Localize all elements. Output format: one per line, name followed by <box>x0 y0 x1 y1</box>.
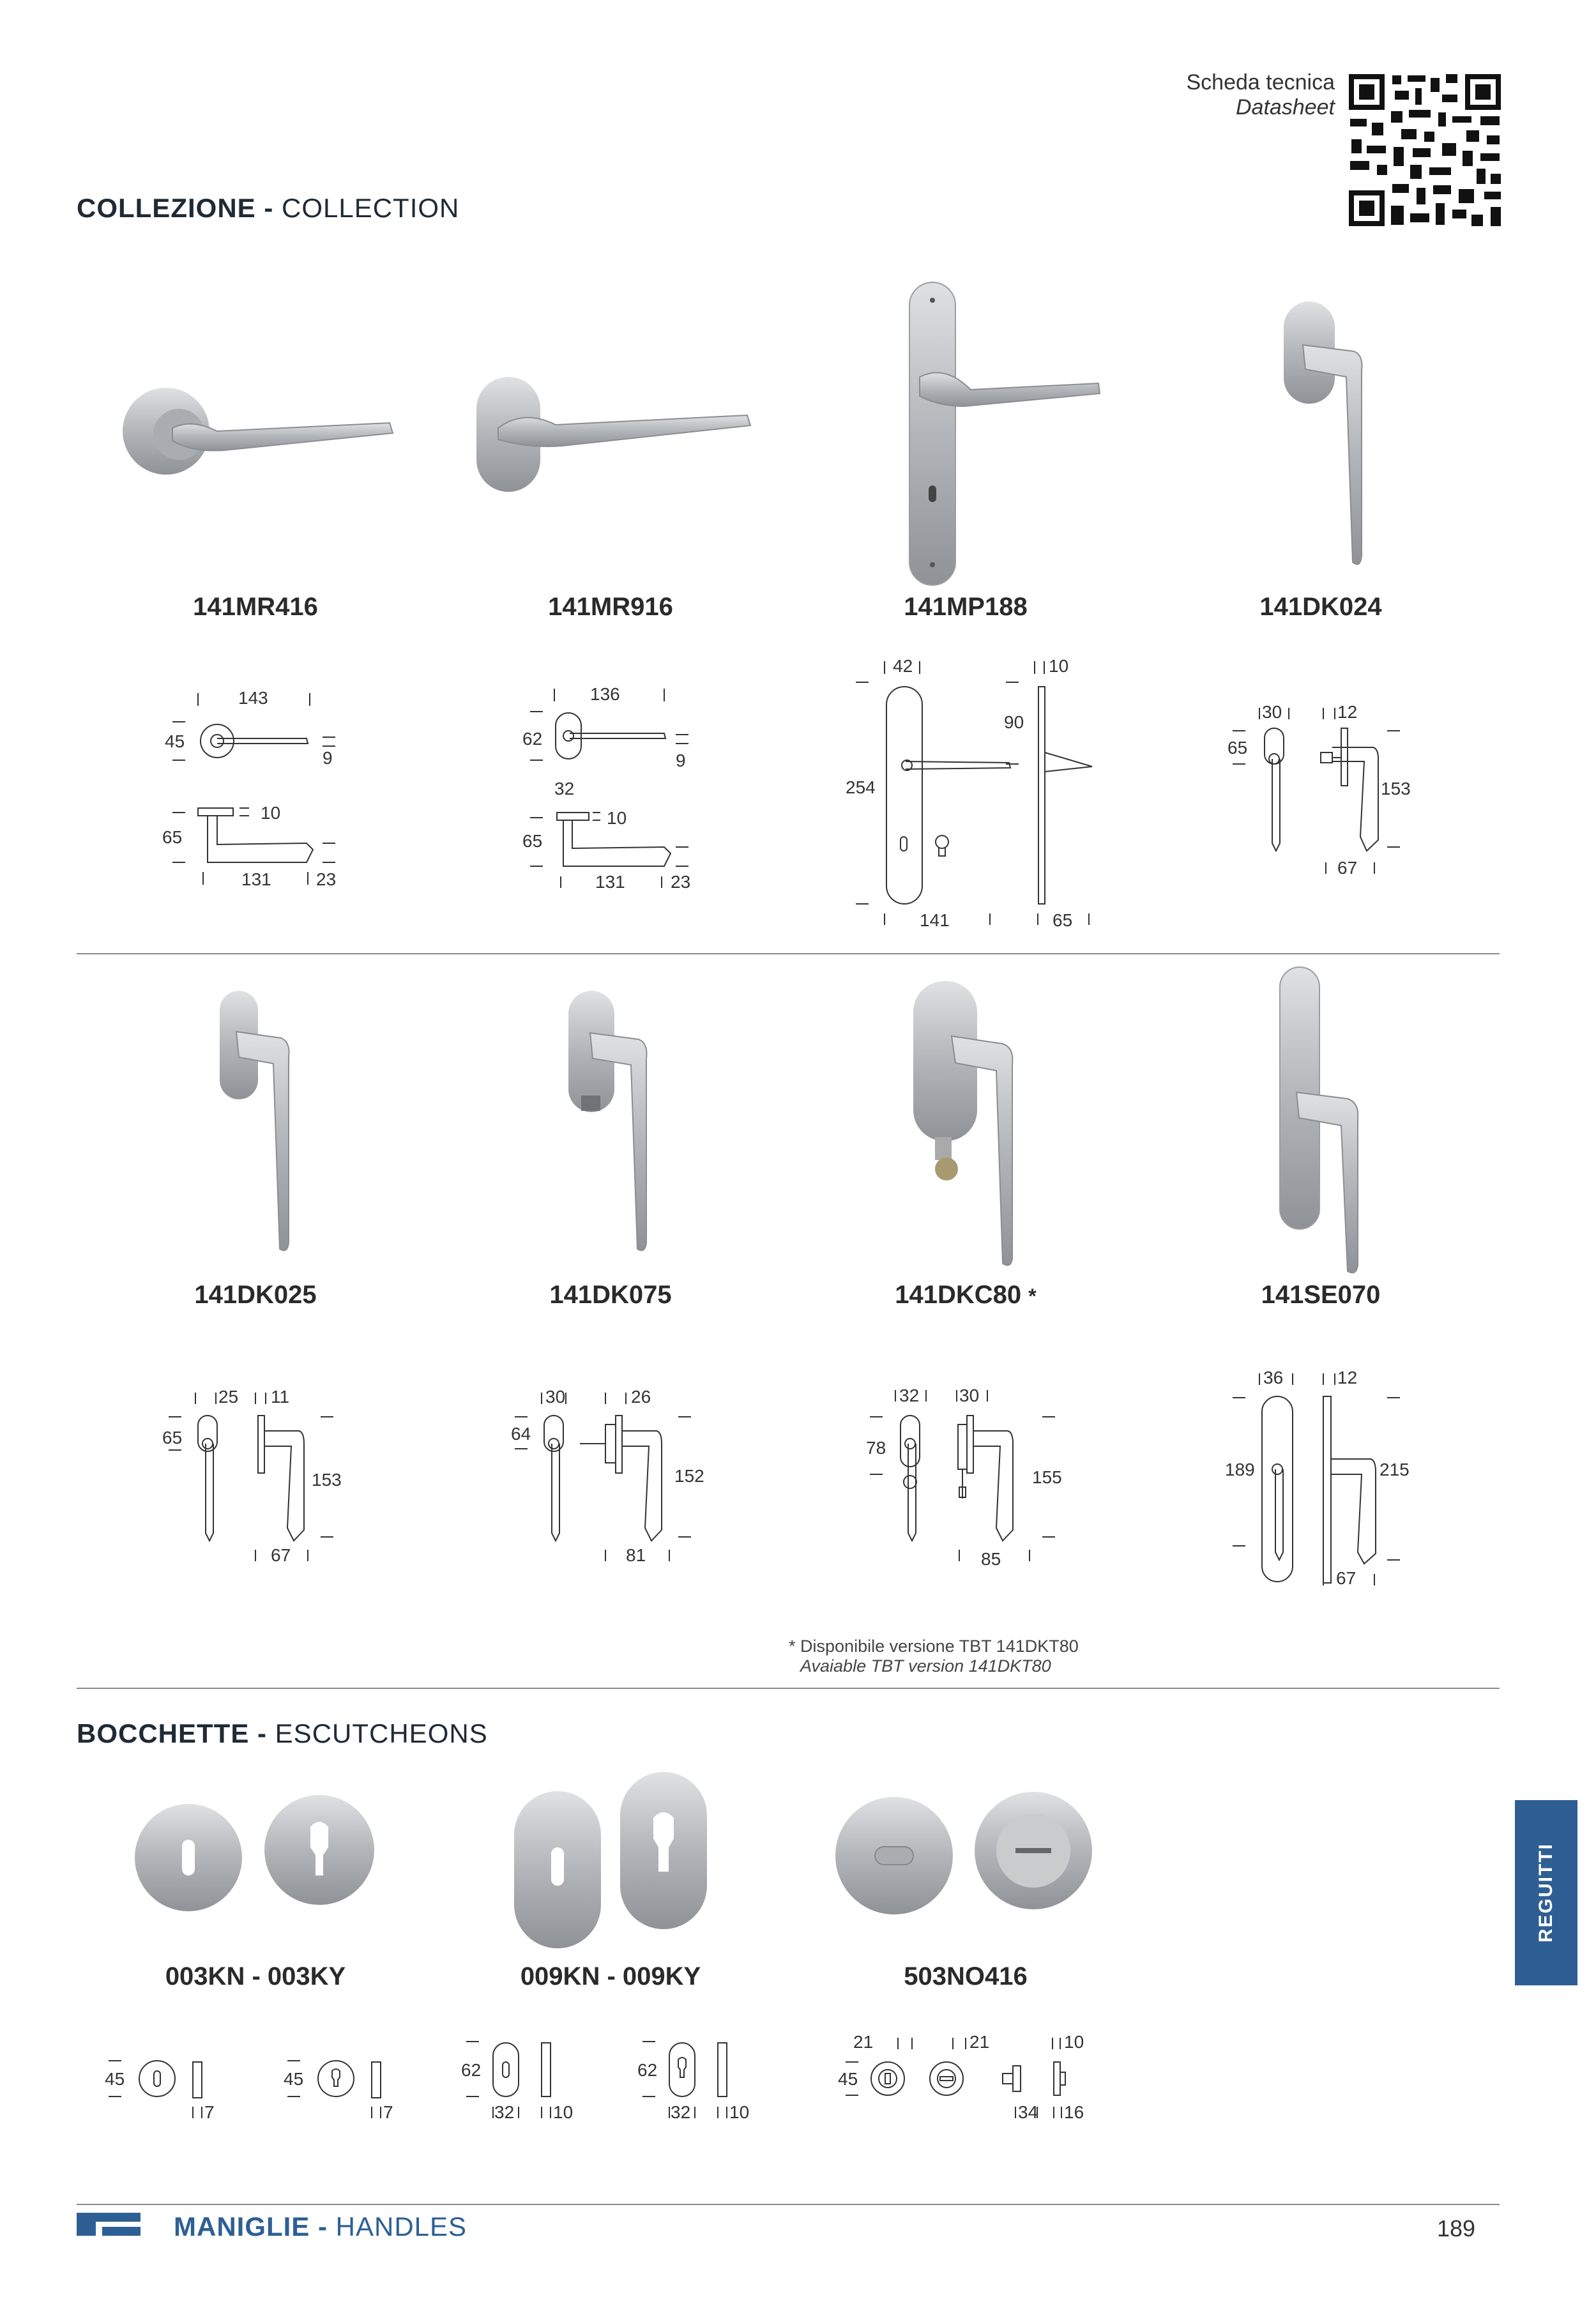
product-code: 141DK075 <box>549 1281 672 1309</box>
product-image-141MP188[interactable] <box>901 281 1111 588</box>
svg-text:254: 254 <box>846 777 876 797</box>
svg-text:10: 10 <box>261 803 281 823</box>
svg-text:67: 67 <box>1336 1568 1357 1588</box>
svg-text:10: 10 <box>1064 2032 1084 2052</box>
product-image-141SE070[interactable] <box>1271 965 1379 1278</box>
svg-text:155: 155 <box>1032 1467 1062 1487</box>
svg-text:131: 131 <box>595 872 625 892</box>
svg-text:65: 65 <box>1053 910 1073 930</box>
svg-text:62: 62 <box>637 2060 658 2080</box>
svg-text:45: 45 <box>105 2069 125 2089</box>
svg-text:85: 85 <box>981 1549 1001 1569</box>
svg-text:45: 45 <box>165 731 185 751</box>
svg-text:21: 21 <box>853 2032 874 2052</box>
product-image-141MR916[interactable] <box>473 370 754 498</box>
drawing-141DK075 <box>511 1380 715 1571</box>
svg-text:23: 23 <box>671 872 691 892</box>
svg-text:90: 90 <box>1004 712 1024 732</box>
product-code: 141SE070 <box>1261 1281 1381 1309</box>
escutcheon-image-503NO416[interactable] <box>830 1792 1105 1920</box>
svg-text:32: 32 <box>671 2102 691 2122</box>
svg-text:141: 141 <box>920 910 950 930</box>
brand-side-tab[interactable]: REGUITTI <box>1515 1800 1577 1985</box>
product-image-141DK075[interactable] <box>562 987 664 1255</box>
svg-text:23: 23 <box>316 869 337 889</box>
escutcheon-code: 503NO416 <box>904 1962 1028 1990</box>
drawing-141DKC80 <box>862 1380 1079 1571</box>
svg-text:32: 32 <box>899 1386 920 1405</box>
svg-text:30: 30 <box>1262 702 1282 722</box>
drawing-503NO416 <box>830 2025 1124 2140</box>
datasheet-label: Scheda tecnica Datasheet <box>1186 70 1335 119</box>
svg-text:32: 32 <box>494 2102 515 2122</box>
product-code: 141DK025 <box>194 1281 317 1309</box>
svg-text:25: 25 <box>218 1387 239 1407</box>
svg-text:9: 9 <box>323 748 333 768</box>
svg-text:136: 136 <box>590 684 620 704</box>
section-divider <box>77 953 1500 954</box>
svg-text:65: 65 <box>162 827 183 847</box>
svg-text:143: 143 <box>238 688 268 708</box>
svg-text:12: 12 <box>1337 1368 1358 1387</box>
section-divider <box>77 1688 1500 1689</box>
escutcheon-code: 009KN - 009KY <box>520 1962 701 1990</box>
escutcheon-code: 003KN - 003KY <box>165 1962 346 1990</box>
escutcheon-image-003[interactable] <box>128 1789 383 1916</box>
drawing-141MP188 <box>837 645 1105 933</box>
svg-text:153: 153 <box>1381 779 1411 798</box>
product-code: 141DK024 <box>1259 593 1382 621</box>
product-image-141DKC80[interactable] <box>907 977 1035 1271</box>
svg-text:21: 21 <box>969 2032 990 2052</box>
drawing-003 <box>96 2025 415 2140</box>
product-image-141DK025[interactable] <box>211 987 300 1255</box>
svg-text:34: 34 <box>1018 2102 1038 2122</box>
svg-text:9: 9 <box>676 751 686 770</box>
svg-text:7: 7 <box>383 2102 393 2122</box>
svg-text:36: 36 <box>1263 1368 1284 1387</box>
svg-text:10: 10 <box>729 2102 750 2122</box>
escutcheon-image-009[interactable] <box>508 1769 718 1955</box>
qr-code[interactable] <box>1346 72 1503 229</box>
svg-text:153: 153 <box>312 1470 342 1490</box>
product-image-141MR416[interactable] <box>109 383 402 485</box>
product-code: 141MP188 <box>904 593 1028 621</box>
footer-divider <box>77 2204 1500 2205</box>
svg-text:26: 26 <box>631 1387 651 1407</box>
footer-title: MANIGLIE - HANDLES <box>174 2211 467 2242</box>
svg-text:67: 67 <box>1337 858 1358 878</box>
escutcheons-title: BOCCHETTE - ESCUTCHEONS <box>77 1718 488 1748</box>
drawing-141SE070 <box>1213 1361 1431 1597</box>
svg-text:10: 10 <box>607 808 627 828</box>
drawing-009 <box>453 2025 773 2140</box>
svg-text:7: 7 <box>204 2102 215 2122</box>
svg-text:64: 64 <box>511 1424 531 1444</box>
product-code: 141DKC80 * <box>895 1281 1037 1309</box>
drawing-141MR416 <box>153 677 358 901</box>
svg-text:189: 189 <box>1225 1460 1255 1479</box>
svg-text:65: 65 <box>522 831 543 851</box>
svg-text:30: 30 <box>545 1387 566 1407</box>
svg-text:42: 42 <box>893 656 913 676</box>
collection-title: COLLEZIONE - COLLECTION <box>77 193 460 223</box>
svg-text:10: 10 <box>553 2102 574 2122</box>
svg-text:78: 78 <box>866 1438 886 1458</box>
product-image-141DK024[interactable] <box>1277 300 1379 569</box>
svg-text:11: 11 <box>271 1387 290 1407</box>
tbt-note: * Disponibile versione TBT 141DKT80 Avaiable TBT version 141DKT80 <box>789 1637 1079 1676</box>
drawing-141MR916 <box>511 677 715 901</box>
svg-text:131: 131 <box>241 869 271 889</box>
svg-text:152: 152 <box>674 1466 704 1486</box>
product-code: 141MR916 <box>548 593 673 621</box>
svg-text:81: 81 <box>626 1545 646 1565</box>
svg-text:65: 65 <box>1227 738 1248 758</box>
svg-text:45: 45 <box>284 2069 304 2089</box>
svg-text:32: 32 <box>554 779 575 798</box>
svg-text:10: 10 <box>1049 656 1069 676</box>
drawing-141DK025 <box>153 1380 358 1571</box>
brand-logo-icon <box>77 2210 141 2238</box>
svg-text:62: 62 <box>522 729 543 749</box>
svg-text:67: 67 <box>271 1545 291 1565</box>
drawing-141DK024 <box>1213 690 1431 894</box>
svg-text:12: 12 <box>1337 702 1358 722</box>
svg-text:215: 215 <box>1379 1460 1410 1479</box>
svg-text:30: 30 <box>959 1386 980 1405</box>
page-number: 189 <box>1437 2215 1476 2242</box>
svg-text:45: 45 <box>838 2069 858 2089</box>
svg-text:62: 62 <box>461 2060 482 2080</box>
product-code: 141MR416 <box>193 593 318 621</box>
svg-text:65: 65 <box>162 1428 183 1447</box>
svg-text:16: 16 <box>1064 2102 1084 2122</box>
